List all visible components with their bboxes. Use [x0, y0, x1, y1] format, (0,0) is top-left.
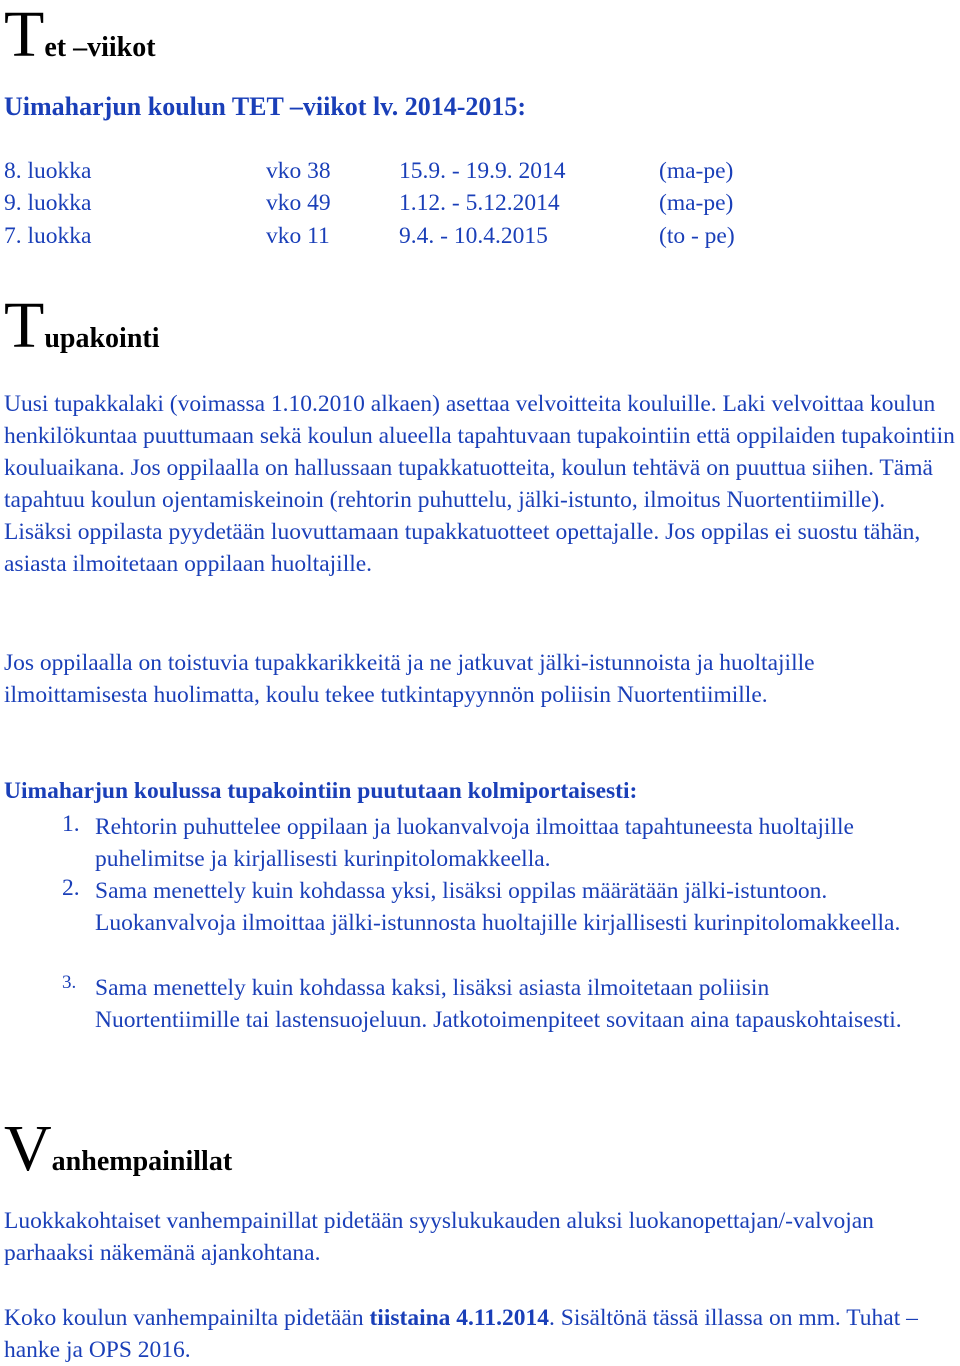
section-heading-tupakointi	[4, 289, 160, 362]
heading-text: anhempainillat	[51, 1146, 233, 1177]
section-heading-tet	[4, 0, 156, 71]
list-item: Sama menettely kuin kohdassa kaksi, lisäksi asiasta ilmoitetaan poliisin Nuortentiimille tai lastensuojeluun. Jatkotoimenpiteet sovitaan aina tapauskohtaisesti.	[95, 975, 902, 1033]
schedule-dates: 1.12. - 5.12.2014	[399, 190, 560, 216]
schedule-days: (to - pe)	[659, 223, 735, 249]
smoking-paragraph-1: Uusi tupakkalaki (voimassa 1.10.2010 alkaen) asettaa velvoitteita kouluille. Laki velvoittaa koulun henkilökuntaa puuttumaan sekä koulun alueella tapahtuvaan tupakointiin että oppilaiden tupakointiin kouluaikana. Jos oppilaalla on hallussaan tupakkatuotteita, koulun tehtävä on puuttua siihen. Tämä tapahtuu koulun ojentamiskeinoin (rehtorin puhuttelu, jälki-istunto, ilmoitus Nuortentiimille). Lisäksi oppilasta pyydetään luovuttamaan tupakkatuotteet opettajalle. Jos oppilas ei suostu tähän, asiasta ilmoitetaan oppilaan huoltajille.	[4, 391, 955, 577]
heading-text: upakointi	[44, 323, 160, 354]
section-heading-vanhempainillat	[4, 1112, 233, 1185]
parents-paragraph-2	[4, 1302, 956, 1366]
schedule-week: vko 38	[266, 158, 331, 184]
list-item-number: 1.	[62, 811, 80, 837]
heading-drop-cap: T	[4, 0, 45, 71]
schedule-grade: 7. luokka	[4, 223, 92, 249]
list-item-number: 3.	[62, 972, 77, 993]
parents-paragraph-1: Luokkakohtaiset vanhempainillat pidetään syyslukukauden aluksi luokanopettajan/-valvojan parhaaksi näkemänä ajankohtana.	[4, 1208, 874, 1266]
schedule-days: (ma-pe)	[659, 158, 734, 184]
parents-text-before: Koko koulun vanhempainilta pidetään	[4, 1305, 370, 1331]
schedule-grade: 9. luokka	[4, 190, 92, 216]
schedule-days: (ma-pe)	[659, 190, 734, 216]
list-item: Rehtorin puhuttelee oppilaan ja luokanvalvoja ilmoittaa tapahtuneesta huoltajille puhelimitse ja kirjallisesti kurinpitolomakkeella.	[95, 814, 854, 872]
heading-text: et –viikot	[44, 32, 156, 63]
tet-title: Uimaharjun koulun TET –viikot lv. 2014-2015:	[4, 92, 527, 121]
heading-drop-cap: V	[4, 1112, 52, 1185]
schedule-week: vko 11	[266, 223, 330, 249]
schedule-dates: 15.9. - 19.9. 2014	[399, 158, 566, 184]
heading-drop-cap: T	[4, 289, 45, 362]
schedule-grade: 8. luokka	[4, 158, 92, 184]
parents-meeting-date: tiistaina 4.11.2014	[369, 1305, 550, 1331]
schedule-dates: 9.4. - 10.4.2015	[399, 223, 548, 249]
list-item: Sama menettely kuin kohdassa yksi, lisäksi oppilas määrätään jälki-istuntoon. Luokanvalvoja ilmoittaa jälki-istunnosta huoltajille kirjallisesti kurinpitolomakkeella.	[95, 878, 901, 936]
smoking-subheading: Uimaharjun koulussa tupakointiin puututaan kolmiportaisesti:	[4, 778, 638, 804]
parents-text-after: . Sisältönä tässä illassa on mm. Tuhat –hanke ja OPS 2016.	[4, 1305, 918, 1363]
schedule-week: vko 49	[266, 190, 331, 216]
smoking-paragraph-2: Jos oppilaalla on toistuvia tupakkarikkeitä ja ne jatkuvat jälki-istunnoista ja huoltajille ilmoittamisesta huolimatta, koulu tekee tutkintapyynnön poliisin Nuortentiimille.	[4, 650, 815, 708]
list-item-number: 2.	[62, 875, 80, 901]
